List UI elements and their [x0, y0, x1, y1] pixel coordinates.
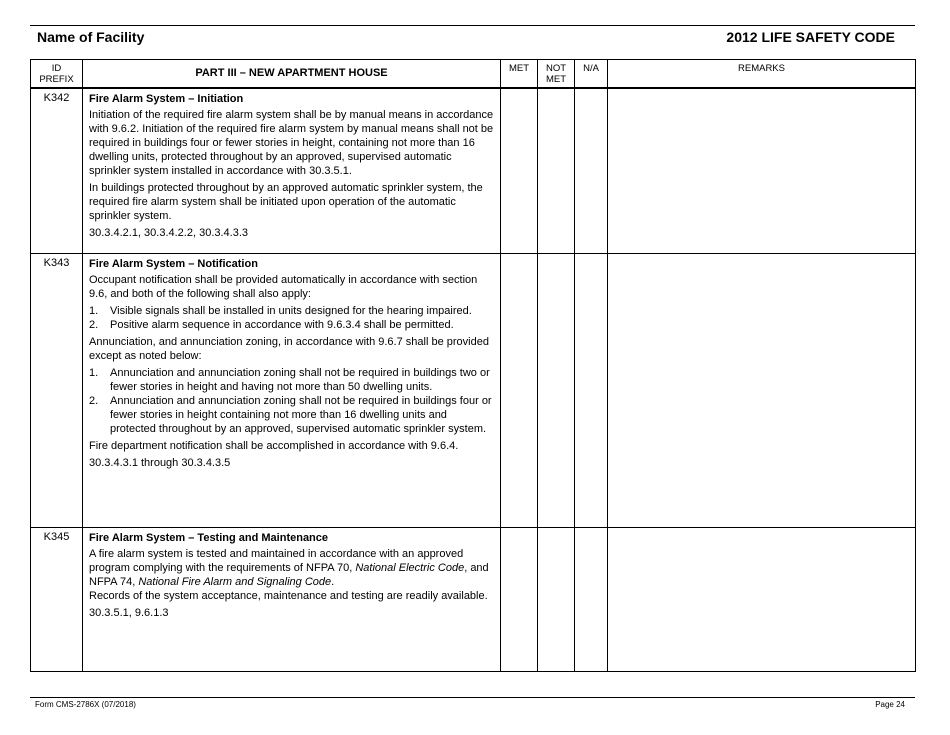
row-description	[83, 88, 501, 254]
na-cell[interactable]	[575, 528, 608, 672]
met-cell[interactable]	[501, 528, 538, 672]
code-title: 2012 LIFE SAFETY CODE	[726, 29, 895, 45]
checklist-table	[30, 59, 916, 672]
row-id: K345	[31, 528, 83, 672]
row-citation: 30.3.4.2.1, 30.3.4.2.2, 30.3.4.3.3	[89, 226, 249, 239]
col-not-met: NOT MET	[538, 60, 575, 88]
footer-rule	[30, 697, 915, 698]
row-paragraph: Occupant notification shall be provided automatically in accordance with section 9.6, and both of the following shall also apply:	[89, 274, 478, 300]
table-row	[31, 254, 916, 528]
remarks-cell[interactable]	[608, 254, 916, 528]
row-citation: 30.3.5.1, 9.6.1.3	[89, 607, 169, 619]
numbered-list	[89, 366, 494, 436]
col-met: MET	[501, 60, 538, 88]
row-paragraph: Initiation of the required fire alarm system shall be by manual means in accordance with 9.6.2. Initiation of the required fire alarm system by manual means shall not be required in buildings four or fewer stories in height, containing not more than 16 dwelling units, protected throughout by an approved, supervised automatic sprinkler system installed in accordance with 30.3.5.1.	[89, 108, 494, 177]
list-item: 1. Visible signals shall be installed in units designed for the hearing impaired.	[89, 305, 472, 317]
table-row	[31, 528, 916, 672]
row-title: Fire Alarm System – Notification	[89, 258, 258, 270]
col-remarks: REMARKS	[608, 60, 916, 88]
met-cell[interactable]	[501, 88, 538, 254]
col-id-prefix: ID PREFIX	[31, 60, 83, 88]
remarks-cell[interactable]	[608, 88, 916, 254]
row-title: Fire Alarm System – Initiation	[89, 92, 244, 105]
row-paragraph: Annunciation, and annunciation zoning, in accordance with 9.6.7 shall be provided except as noted below:	[89, 336, 489, 362]
row-id: K343	[31, 254, 83, 528]
not-met-cell[interactable]	[538, 254, 575, 528]
table-header-row	[31, 60, 916, 88]
facility-name-label: Name of Facility	[37, 29, 145, 45]
remarks-cell[interactable]	[608, 528, 916, 672]
row-title: Fire Alarm System – Testing and Maintenance	[89, 532, 329, 544]
row-paragraph: A fire alarm system is tested and maintained in accordance with an approved program complying with the requirements of NFPA 70, National Electric Code, and NFPA 74, National Fire Alarm and Signaling Code. Records of the system acceptance, maintenance and testing are readily available.	[89, 548, 489, 602]
header-rule	[30, 25, 915, 26]
met-cell[interactable]	[501, 254, 538, 528]
col-part-title: PART III – NEW APARTMENT HOUSE	[83, 60, 501, 88]
list-item: 2. Positive alarm sequence in accordance with 9.6.3.4 shall be permitted.	[89, 319, 454, 331]
na-cell[interactable]	[575, 254, 608, 528]
not-met-cell[interactable]	[538, 528, 575, 672]
numbered-list	[89, 304, 494, 332]
row-paragraph: In buildings protected throughout by an approved automatic sprinkler system, the required fire alarm system shall be initiated upon operation of the automatic sprinkler system.	[89, 181, 483, 222]
page-number: Page 24	[875, 700, 905, 709]
row-description	[83, 254, 501, 528]
col-na: N/A	[575, 60, 608, 88]
row-citation: 30.3.4.3.1 through 30.3.4.3.5	[89, 457, 231, 469]
row-id: K342	[31, 88, 83, 254]
na-cell[interactable]	[575, 88, 608, 254]
row-description	[83, 528, 501, 672]
list-item: 2. Annunciation and annunciation zoning shall not be required in buildings four or fewer stories in height containing not more than 16 dwelling units and protected throughout by an approved, supervised automatic sprinkler system.	[89, 395, 492, 435]
table-row	[31, 88, 916, 254]
not-met-cell[interactable]	[538, 88, 575, 254]
row-paragraph: Fire department notification shall be accomplished in accordance with 9.6.4.	[89, 440, 459, 452]
list-item: 1. Annunciation and annunciation zoning shall not be required in buildings two or fewer stories in height and having not more than 50 dwelling units.	[89, 367, 490, 393]
form-number: Form CMS-2786X (07/2018)	[35, 700, 136, 709]
